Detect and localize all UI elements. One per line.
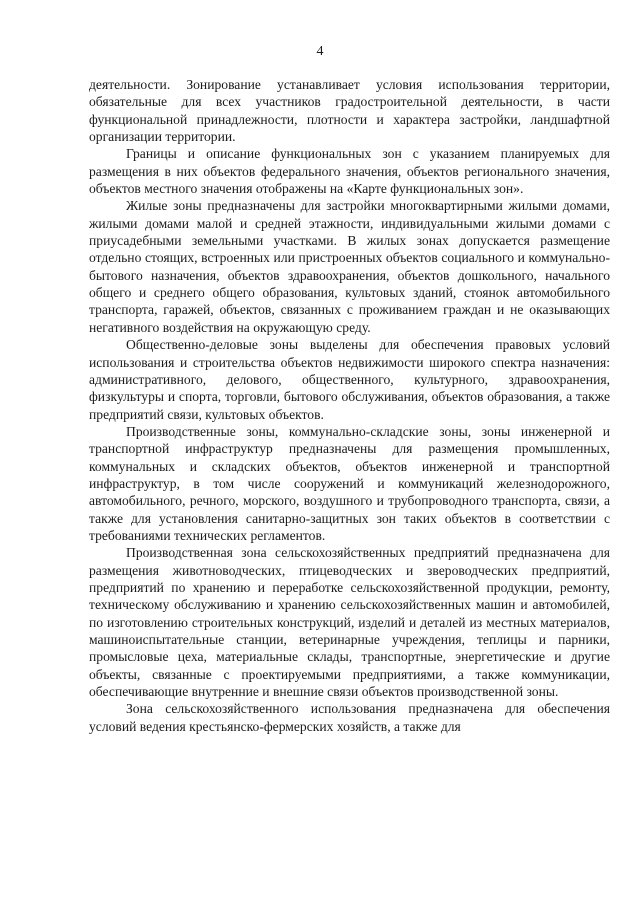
document-body <box>89 76 610 735</box>
paragraph-industrial-zones: Производственные зоны, коммунально-складские зоны, зоны инженерной и транспортной инфраструктур предназначены для размещения промышленных, коммунальных и складских объектов, объектов инженерной и транспортной инфраструктур, в том числе сооружений и коммуникаций железнодорожного, автомобильного, речного, морского, воздушного и трубопроводного транспорта, связи, а также для установления санитарно-защитных зон таких объектов в соответствии с требованиями технических регламентов. <box>89 423 610 543</box>
paragraph-zoning-continuation: деятельности. Зонирование устанавливает условия использования территории, обязательные для всех участников градостроительной деятельности, в части функциональной принадлежности, плотности и характера застройки, ландшафтной организации территории. <box>89 77 610 145</box>
paragraph-agricultural-use-zone: Зона сельскохозяйственного использования предназначена для обеспечения условий ведения крестьянско-фермерских хозяйств, а также для <box>89 701 610 734</box>
page-number: 4 <box>316 44 324 59</box>
paragraph-public-business-zones: Общественно-деловые зоны выделены для обеспечения правовых условий использования и строительства объектов недвижимости широкого спектра назначения: административного, делового, общественного, культурного, здравоохранения, физкультуры и спорта, торговли, бытового обслуживания, объектов образования, а также предприятий связи, культовых объектов. <box>89 337 610 422</box>
paragraph-agricultural-enterprises-zone: Производственная зона сельскохозяйственных предприятий предназначена для размещения животноводческих, птицеводческих и звероводческих предприятий, предприятий по хранению и переработке сельскохозяйственной продукции, ремонту, техническому обслуживанию и хранению сельскохозяйственных машин и автомобилей, по изготовлению строительных конструкций, изделий и деталей из местных материалов, машиноиспытательные станции, ветеринарные учреждения, теплицы и парники, промысловые цеха, материальные склады, транспортные, энергетические и другие объекты, связанные с проектируемыми предприятиями, а также коммуникации, обеспечивающие внутренние и внешние связи объектов производственной зоны. <box>89 545 610 700</box>
paragraph-zone-boundaries: Границы и описание функциональных зон с указанием планируемых для размещения в них объектов федерального значения, объектов регионального значения, объектов местного значения отображены на «Карте функциональных зон». <box>89 146 610 197</box>
paragraph-residential-zones: Жилые зоны предназначены для застройки многоквартирными жилыми домами, жилыми домами малой и средней этажности, индивидуальными жилыми домами с приусадебными земельными участками. В жилых зонах допускается размещение отдельно стоящих, встроенных или пристроенных объектов социального и коммунально-бытового назначения, объектов здравоохранения, объектов дошкольного, начального общего и среднего общего образования, культовых зданий, стоянок автомобильного транспорта, гаражей, объектов, связанных с проживанием граждан и не оказывающих негативного воздействия на окружающую среду. <box>89 198 610 335</box>
